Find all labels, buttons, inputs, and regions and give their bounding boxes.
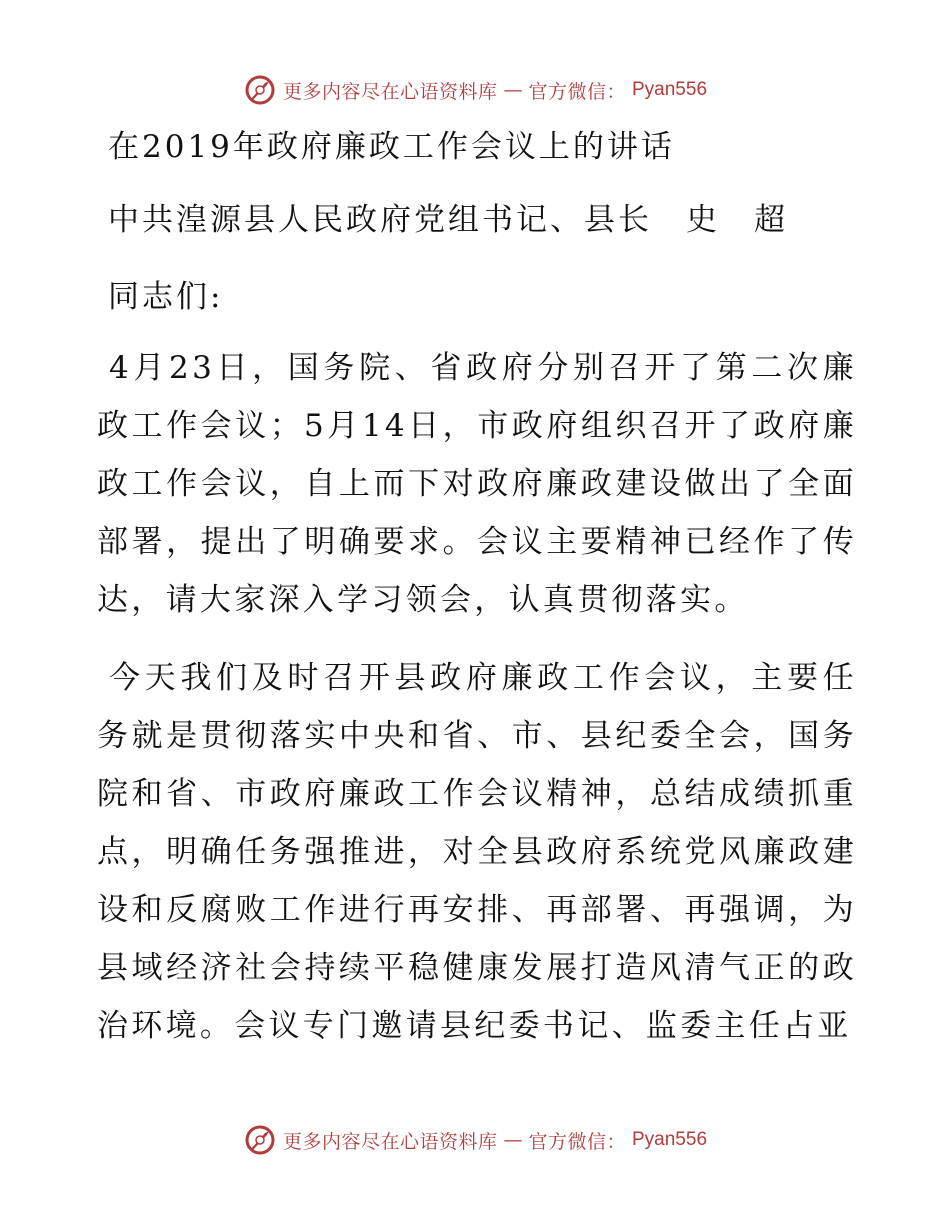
watermark-contact-label: 官方微信：	[528, 1130, 626, 1153]
watermark-text: 更多内容尽在心语资料库	[282, 80, 498, 103]
document-title: 在2019年政府廉政工作会议上的讲话	[108, 129, 675, 165]
watermark-contact-id: Pyan556	[632, 79, 708, 100]
paragraph: 今天我们及时召开县政府廉政工作会议，主要任务就是贯彻落实中央和省、市、县纪委全会，国务院和省、市政府廉政工作会议精神，总结成绩抓重点，明确任务强推进，对全县政府系统党风廉政建设和反腐败工作进行再安排、再部署、再强调，为县域经济社会持续平稳健康发展打造风清气正的政治环境。会议专门邀请县纪委书记、监委主任占亚	[97, 660, 857, 1044]
watermark-contact-label: 官方微信：	[528, 80, 626, 103]
watermark-dash: —	[503, 1129, 523, 1151]
watermark-text: 更多内容尽在心语资料库	[282, 1130, 498, 1153]
watermark-contact-id: Pyan556	[632, 1129, 708, 1150]
quill-pen-icon	[243, 1123, 277, 1157]
quill-pen-icon	[243, 73, 277, 107]
speaker-line: 中共湟源县人民政府党组书记、县长 史 超	[108, 202, 788, 238]
footer-watermark	[0, 1120, 950, 1160]
salutation: 同志们:	[108, 279, 224, 315]
paragraph: 4月23日，国务院、省政府分别召开了第二次廉政工作会议；5月14日，市政府组织召开了政府廉政工作会议，自上而下对政府廉政建设做出了全面部署，提出了明确要求。会议主要精神已经作了传达，请大家深入学习领会，认真贯彻落实。	[97, 350, 857, 618]
watermark-dash: —	[503, 79, 523, 101]
header-watermark	[0, 70, 950, 110]
